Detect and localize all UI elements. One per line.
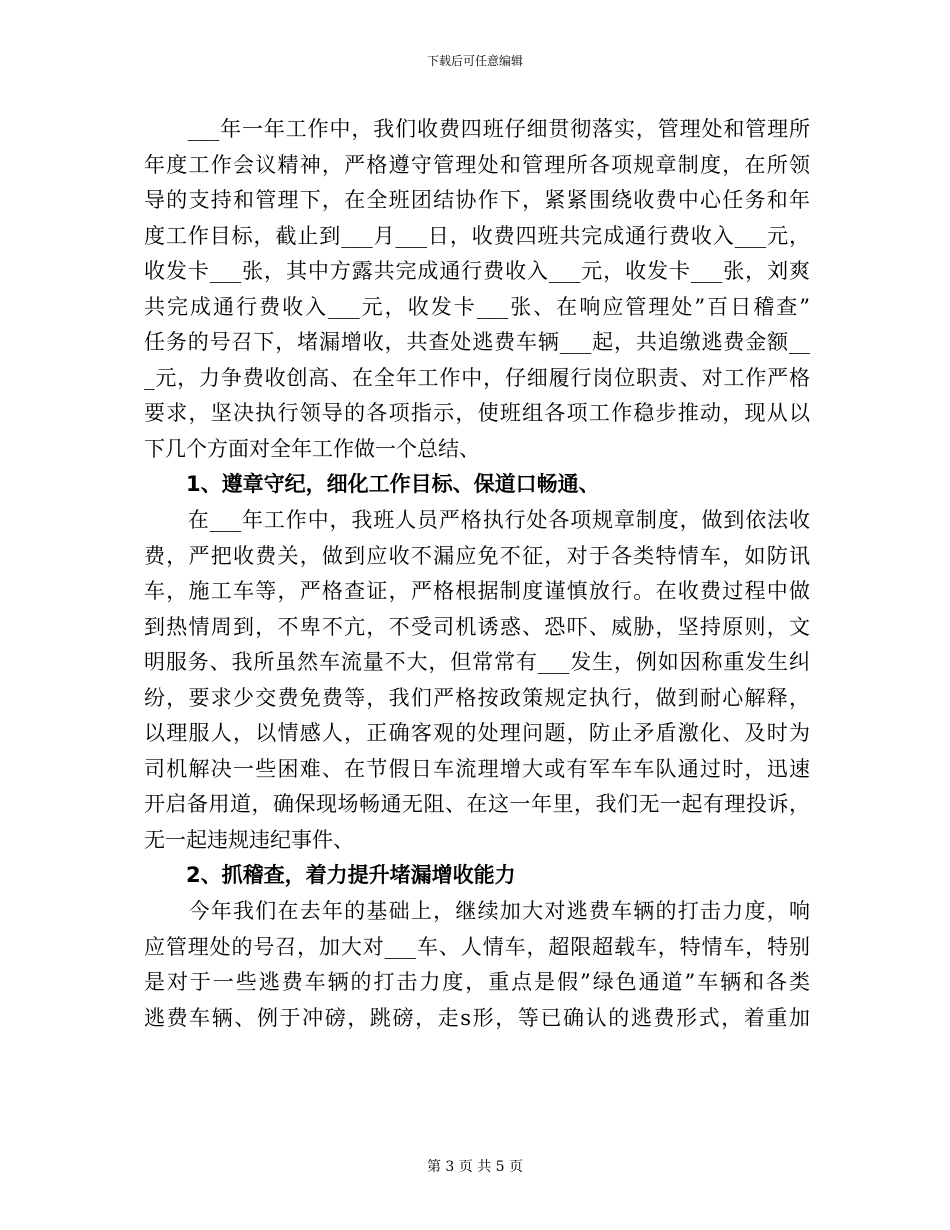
text-line-12: 在___年工作中，我班人员严格执行处各项规章制度，做到依法收 xyxy=(144,508,810,533)
text-line-18: 以理服人，以情感人，正确客观的处理问题，防止矛盾激化、及时为 xyxy=(144,721,810,746)
text-line-20: 开启备用道，确保现场畅通无阻、在这一年里，我们无一起有理投诉， xyxy=(144,792,810,817)
section-heading-2: 2、抓稽查，着力提升堵漏增收能力 xyxy=(144,863,516,888)
text-line-10: 下几个方面对全年工作做一个总结、 xyxy=(144,436,480,461)
text-line-8: _元，力争费收创高、在全年工作中，仔细履行岗位职责、对工作严格 xyxy=(144,365,810,390)
text-line-1: ___年一年工作中，我们收费四班仔细贯彻落实，管理处和管理所 xyxy=(144,117,810,141)
text-line-21: 无一起违规违纪事件、 xyxy=(144,827,354,852)
text-line-9: 要求，坚决执行领导的各项指示，使班组各项工作稳步推动，现从以 xyxy=(144,401,810,426)
section-heading-1: 1、遵章守纪，细化工作目标、保道口畅通、 xyxy=(144,472,600,497)
page-header: 下载后可任意编辑 xyxy=(426,54,523,68)
text-line-26: 逃费车辆、例于冲磅，跳磅，走s形，等已确认的逃费形式，着重加 xyxy=(144,1005,810,1030)
text-line-2: 年度工作会议精神，严格遵守管理处和管理所各项规章制度，在所领 xyxy=(144,152,810,177)
text-line-5: 收发卡___张，其中方露共完成通行费收入___元，收发卡___张，刘爽 xyxy=(144,259,810,284)
text-line-25: 是对于一些逃费车辆的打击力度，重点是假”绿色通道”车辆和各类 xyxy=(144,970,810,995)
text-line-23: 今年我们在去年的基础上，继续加大对逃费车辆的打击力度，响 xyxy=(144,899,810,924)
text-line-19: 司机解决一些困难、在节假日车流理增大或有军车车队通过时，迅速 xyxy=(144,756,810,781)
text-line-6: 共完成通行费收入___元，收发卡___张、在响应管理处”百日稽查” xyxy=(144,294,810,319)
document-body xyxy=(144,112,810,1036)
text-line-7: 任务的号召下，堵漏增收，共查处逃费车辆___起，共追缴逃费金额__ xyxy=(144,330,810,355)
text-line-24: 应管理处的号召，加大对___车、人情车，超限超载车，特情车，特别 xyxy=(144,934,810,959)
text-line-14: 车，施工车等，严格查证，严格根据制度谨慎放行。在收费过程中做 xyxy=(144,579,810,604)
text-line-13: 费，严把收费关，做到应收不漏应免不征，对于各类特情车，如防讯 xyxy=(144,543,810,568)
text-line-4: 度工作目标，截止到___月___日，收费四班共完成通行费收入___元， xyxy=(144,223,810,248)
page-number-footer: 第 3 页 共 5 页 xyxy=(426,1159,524,1175)
text-line-16: 明服务、我所虽然车流量不大，但常常有___发生，例如因称重发生纠 xyxy=(144,650,810,675)
text-line-15: 到热情周到，不卑不亢，不受司机诱惑、恐吓、威胁，坚持原则，文 xyxy=(144,614,810,639)
text-line-3: 导的支持和管理下，在全班团结协作下，紧紧围绕收费中心任务和年 xyxy=(144,188,810,213)
text-line-17: 纷，要求少交费免费等，我们严格按政策规定执行，做到耐心解释， xyxy=(144,685,810,710)
